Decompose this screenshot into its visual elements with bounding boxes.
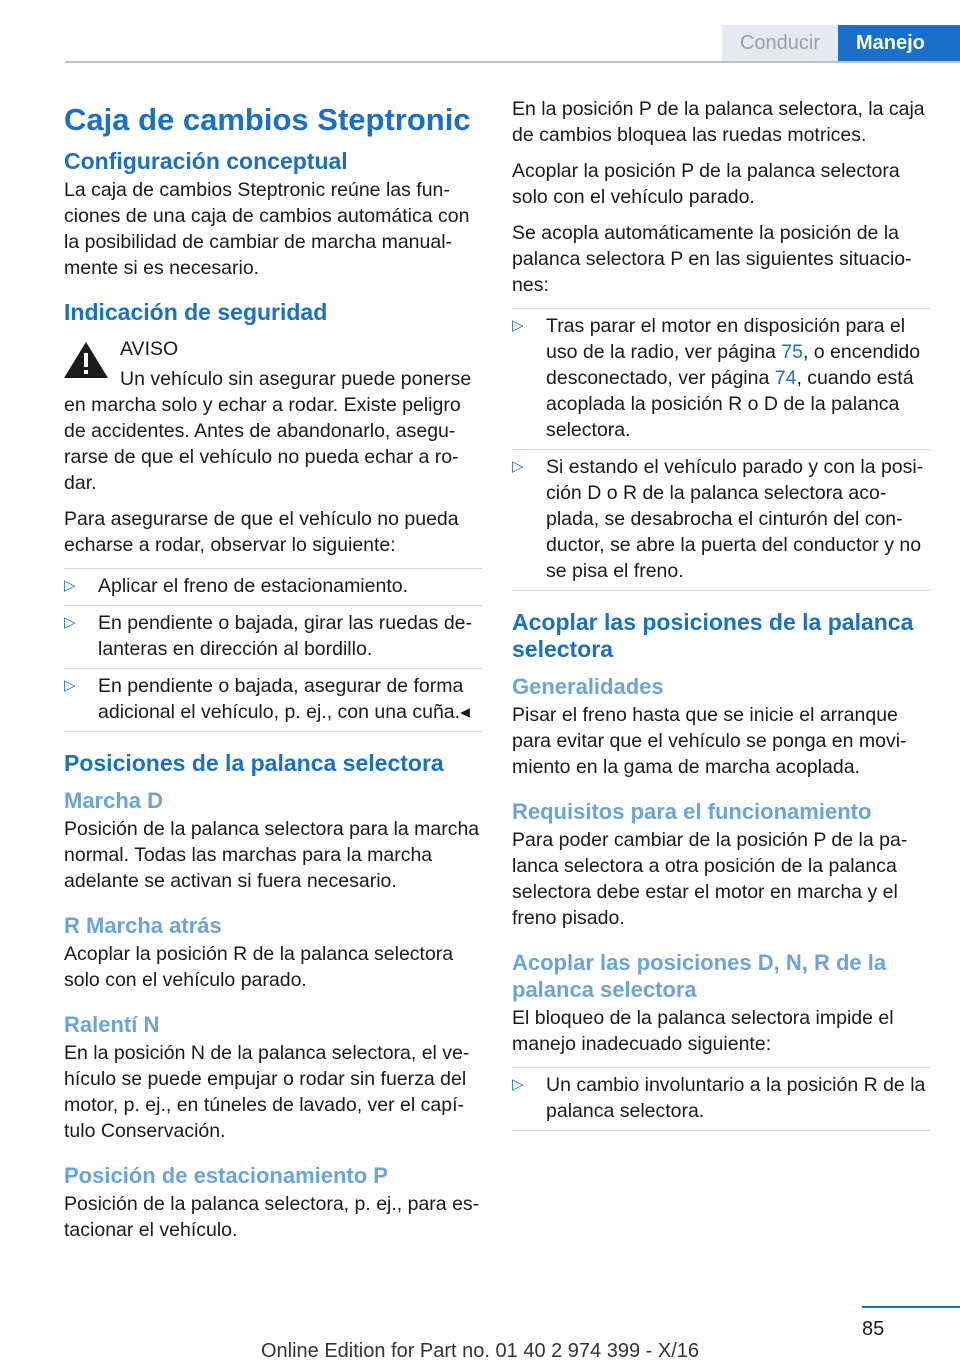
heading-engage: Acoplar las posiciones de la palanca selectora <box>512 609 914 662</box>
list-item <box>64 606 482 669</box>
list-item <box>64 669 482 732</box>
tab-conducir[interactable]: Conducir <box>722 25 838 62</box>
list-item <box>512 308 930 450</box>
list-item <box>512 450 930 591</box>
triangle-bullet-icon: ▷ <box>64 677 76 694</box>
park-situations-list <box>512 308 930 591</box>
park-paragraph-3: Se acopla automáticamente la posición de la palanca selectora P en las siguientes situaciones: <box>512 222 912 296</box>
neutral-text: En la posición N de la palanca selectora, el vehículo se puede empujar o rodar sin fuerza del motor, p. ej., en túneles de lavado, ver el capítulo Conservación. <box>64 1042 470 1142</box>
heading-safety: Indicación de seguridad <box>64 299 328 325</box>
right-column <box>512 96 930 1141</box>
page-title: Caja de cambios Steptronic <box>64 102 471 137</box>
triangle-bullet-icon: ▷ <box>64 577 76 594</box>
list-item <box>64 568 482 606</box>
list-item-text: Un cambio involuntario a la posición R de la palanca selectora. <box>546 1074 926 1122</box>
heading-neutral: Ralentí N <box>64 1012 160 1037</box>
text-run: , o encendido desconectado, ver página <box>546 341 921 389</box>
concept-text: La caja de cambios Steptronic reúne las funciones de una caja de cambios automática con la posibilidad de cambiar de marcha manualmente si es necesario. <box>64 179 470 279</box>
heading-reverse: R Marcha atrás <box>64 913 222 938</box>
warning-label: AVISO <box>120 338 179 360</box>
top-navigation <box>722 25 960 62</box>
heading-requirements: Requisitos para el funcionamiento <box>512 799 872 824</box>
warning-text: Un vehículo sin asegurar puede ponerse en marcha solo y echar a rodar. Existe peligro de accidentes. Antes de abandonarlo, asegurarse de que el vehículo no pueda echar a rodar. <box>64 368 472 494</box>
list-item-text: Si estando el vehículo parado y con la posición D o R de la palanca selectora acoplada, se desabrocha el cinturón del conductor, se abre la puerta del conductor y no se pisa el freno. <box>546 456 924 582</box>
heading-park: Posición de estacionamiento P <box>64 1163 388 1188</box>
park-paragraph-2: Acoplar la posición P de la palanca selectora solo con el vehículo parado. <box>512 160 900 208</box>
warning-block <box>64 336 482 496</box>
edition-footer: Online Edition for Part no. 01 40 2 974 399 - X/16 <box>260 1340 700 1362</box>
heading-positions: Posiciones de la palanca selectora <box>64 750 444 776</box>
page-link-74[interactable]: 74 <box>774 367 797 389</box>
requirements-text: Para poder cambiar de la posición P de la palanca selectora a otra posición de la palanca selectora debe estar el motor en marcha y el freno pisado. <box>512 829 908 929</box>
heading-drive: Marcha D <box>64 788 164 813</box>
list-item-text <box>546 313 930 443</box>
drive-text: Posición de la palanca selectora para la marcha normal. Todas las marchas para la marcha adelante se activan si fuera necesario. <box>64 818 480 892</box>
page-link-75[interactable]: 75 <box>781 341 803 363</box>
tab-manejo[interactable]: Manejo <box>838 25 960 62</box>
park-paragraph-1: En la posición P de la palanca selectora, la caja de cambios bloquea las ruedas motrices. <box>512 98 925 146</box>
reverse-text: Acoplar la posición R de la palanca selectora solo con el vehículo parado. <box>64 943 454 991</box>
triangle-bullet-icon: ▷ <box>512 458 524 475</box>
heading-dnr: Acoplar las posiciones D, N, R de la palanca selectora <box>512 950 887 1002</box>
dnr-list <box>512 1067 930 1131</box>
text-run: , cuando está acoplada la posición R o D de la palanca selectora. <box>546 367 914 441</box>
general-text: Pisar el freno hasta que se inicie el arranque para evitar que el vehículo se ponga en movimiento en la gama de marcha acoplada. <box>512 704 907 778</box>
triangle-bullet-icon: ▷ <box>512 317 524 334</box>
list-item-text: Aplicar el freno de estacionamiento. <box>98 575 409 597</box>
text-run: Tras parar el motor en disposición para el uso de la radio, ver página <box>546 315 906 363</box>
list-item <box>512 1067 930 1131</box>
safety-list <box>64 568 482 732</box>
header-rule <box>65 61 960 63</box>
page-number: 85 <box>862 1318 885 1340</box>
list-item-text: En pendiente o bajada, girar las ruedas delanteras en dirección al bordillo. <box>98 612 473 660</box>
triangle-bullet-icon: ▷ <box>64 614 76 631</box>
warning-triangle-icon <box>62 340 110 380</box>
triangle-bullet-icon: ▷ <box>512 1076 524 1093</box>
list-item-text: En pendiente o bajada, asegurar de forma adicional el vehículo, p. ej., con una cuña.◂ <box>98 675 470 723</box>
heading-general: Generalidades <box>512 674 664 699</box>
left-column <box>64 96 482 1253</box>
park-text: Posición de la palanca selectora, p. ej., para estacionar el vehículo. <box>64 1193 480 1241</box>
dnr-text: El bloqueo de la palanca selectora impide el manejo inadecuado siguiente: <box>512 1007 894 1055</box>
heading-concept: Configuración conceptual <box>64 148 348 174</box>
safety-intro: Para asegurarse de que el vehículo no pueda echarse a rodar, observar lo siguiente: <box>64 508 459 556</box>
footer-rule <box>862 1306 960 1308</box>
